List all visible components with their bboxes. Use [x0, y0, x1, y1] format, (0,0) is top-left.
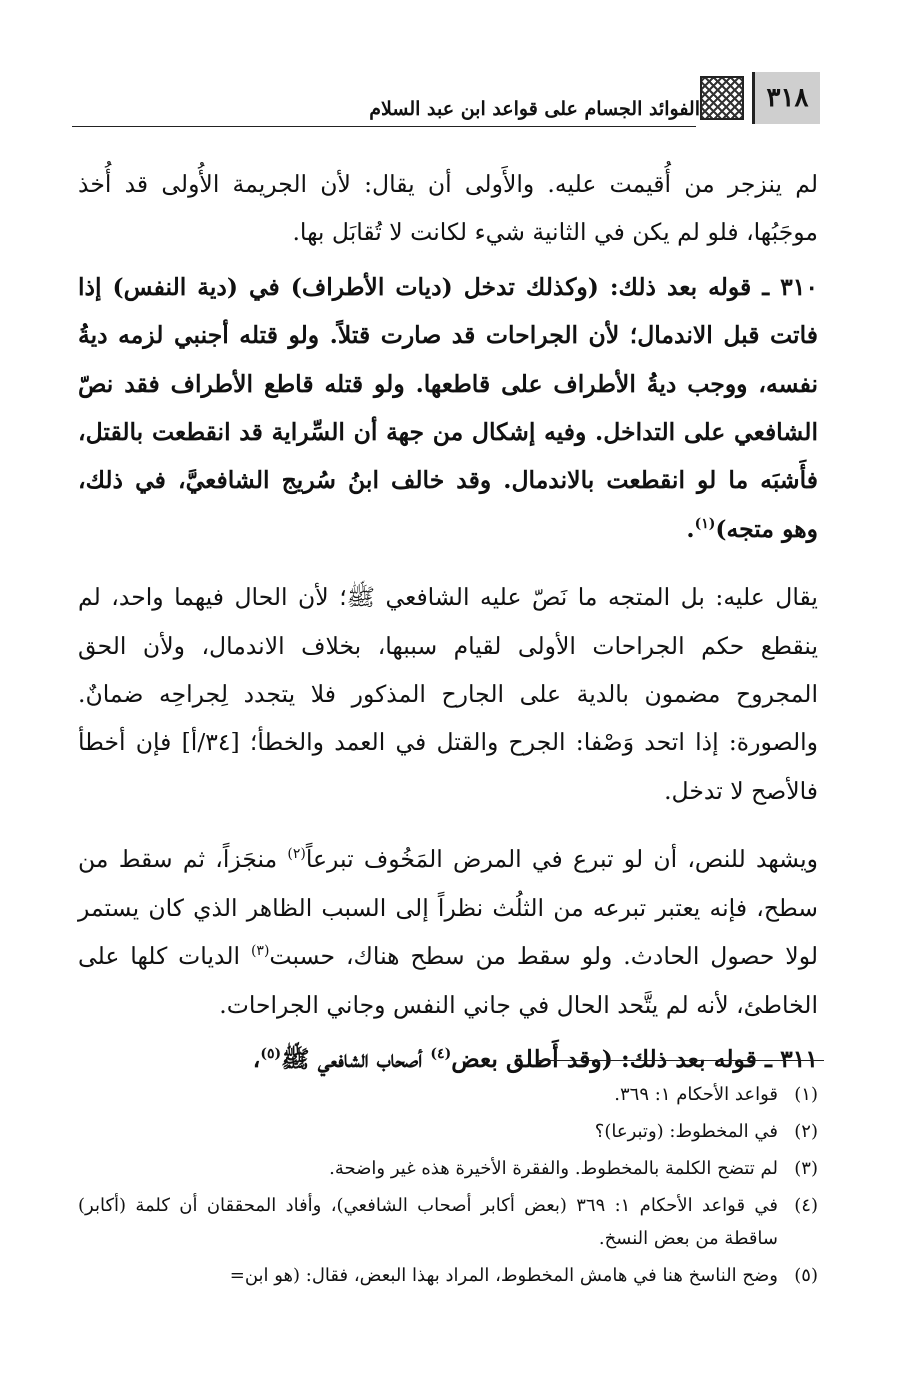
footnote-2 — [78, 1115, 818, 1148]
text-line: ولأن الحق المجروح مضمون بالدية على الجارح المذكور فلا يتجدد لِجراحِه — [78, 631, 818, 709]
text-line: موجَبُها، فلو لم يكن في الثانية شيء لكانت لا تُقابَل بها. — [292, 218, 818, 247]
footnote-ref-5[interactable]: (٥) — [260, 1046, 282, 1063]
text-line: منجَزاً، ثم سقط — [118, 845, 288, 874]
text-line: ، — [252, 1044, 261, 1073]
footnote-text: لم تتضح الكلمة بالمخطوط. والفقرة الأخيرة هذه غير واضحة. — [329, 1158, 778, 1179]
header-rule — [72, 126, 696, 127]
ornament-icon — [700, 76, 744, 120]
footnote-number: (٥) — [794, 1265, 818, 1286]
footnote-number: (٤) — [794, 1195, 818, 1216]
text-line: لولا حصول الحادث. ولو سقط من سطح هناك، حسبت — [269, 942, 819, 971]
text-line: . — [686, 514, 695, 543]
footnotes — [78, 1078, 818, 1292]
page-number-box — [752, 72, 820, 124]
text-line: ٣١٠ ـ قوله بعد ذلك: (وكذلك تدخل (ديات الأطراف) في (دية النفس) — [112, 272, 818, 301]
footnote-text: وضح الناسخ هنا في هامش المخطوط، المراد بهذا البعض، فقال: (هو ابن= — [229, 1265, 778, 1286]
text-line: ضمانٌ. والصورة: إذا اتحد وَصْفا: الجرح والقتل في العمد والخطأ؛ [٣٤/أ] — [78, 680, 818, 757]
text-line: ويشهد للنص، أن لو تبرع في المرض المَخُوف تبرعاً — [305, 845, 818, 874]
text-line: نصّ الشافعي على التداخل. وفيه إشكال من جهة أن السِّراية قد انقطعت — [78, 369, 818, 447]
text-line: ٣١١ ـ قوله بعد ذلك: (وقد أَطلق بعض — [451, 1044, 818, 1073]
footnote-number: (٢) — [794, 1121, 818, 1142]
footnote-separator — [538, 1060, 824, 1061]
footnote-ref-3[interactable]: (٣) — [250, 943, 270, 960]
paragraph-4 — [78, 835, 818, 1029]
text-line: بالقتل، فأَشبَه ما لو انقطعت بالاندمال. وقد خالف ابنُ سُريج الشافعيَّ، في — [78, 418, 819, 495]
text-line: لم ينزجر من أُقيمت عليه. والأَولى أن يقال: لأن الجريمة الأُولى قد أُخذ — [78, 170, 818, 198]
paragraph-3 — [78, 573, 818, 815]
footnote-ref-4[interactable]: (٤) — [430, 1046, 452, 1063]
footnote-ref-2[interactable]: (٢) — [287, 846, 306, 863]
footnote-5 — [78, 1259, 818, 1292]
footnote-line: في قواعد الأحكام ١: ٣٦٩ (بعض أكابر أصحاب الشافعي)، وأفاد المحققان أن كلمة — [135, 1195, 778, 1216]
footnote-line: (أكابر) ساقطة من بعض النسخ. — [78, 1195, 778, 1249]
text-line: من سطح، فإنه يعتبر تبرعه من الثلُث نظراً إلى السبب الظاهر الذي كان يستمر — [78, 845, 818, 922]
text-line: الخاطئ، لأنه لم يتَّحد الحال في جاني النفس وجاني الجراحات. — [219, 990, 818, 1019]
paragraph-310 — [78, 263, 818, 553]
text-line: ديةُ نفسه، ووجب ديةُ الأطراف على قاطعها. ولو قتله قاطع الأطراف فقد — [78, 321, 818, 398]
text-line: يقال عليه: بل المتجه ما نَصّ عليه الشافعي ﷺ؛ لأن الحال فيهما — [174, 583, 818, 612]
page-number: ٣١٨ — [766, 83, 809, 113]
footnote-text: قواعد الأحكام ١: ٣٦٩. — [614, 1084, 778, 1105]
text-line: الديات كلها على — [78, 942, 251, 971]
footnote-text — [78, 1189, 778, 1255]
text-line: ذلك، وهو متجه) — [78, 466, 818, 543]
footnote-text: في المخطوط: (وتبرعا)؟ — [594, 1121, 778, 1142]
paragraph-1 — [78, 160, 818, 257]
page-header — [72, 68, 820, 128]
text-line: أصحاب الشافعي ﷺ — [281, 1044, 431, 1073]
text-line: واحد، لم ينقطع حكم الجراحات الأولى لقيام سببها، بخلاف الاندمال، — [78, 583, 818, 660]
footnote-number: (١) — [794, 1084, 818, 1105]
running-title: الفوائد الجسام على قواعد ابن عبد السلام — [369, 98, 700, 120]
text-line: فإن أخطأ فالأصح لا تدخل. — [78, 728, 818, 805]
footnote-number: (٣) — [794, 1158, 818, 1179]
footnote-3 — [78, 1152, 818, 1185]
footnote-1 — [78, 1078, 818, 1111]
main-text — [78, 160, 818, 1083]
text-line: إذا فاتت قبل الاندمال؛ لأن الجراحات قد صارت قتلاً. ولو قتله أجنبي لزمه — [78, 272, 818, 350]
footnote-4 — [78, 1189, 818, 1255]
footnote-ref-1[interactable]: (١) — [694, 516, 716, 533]
